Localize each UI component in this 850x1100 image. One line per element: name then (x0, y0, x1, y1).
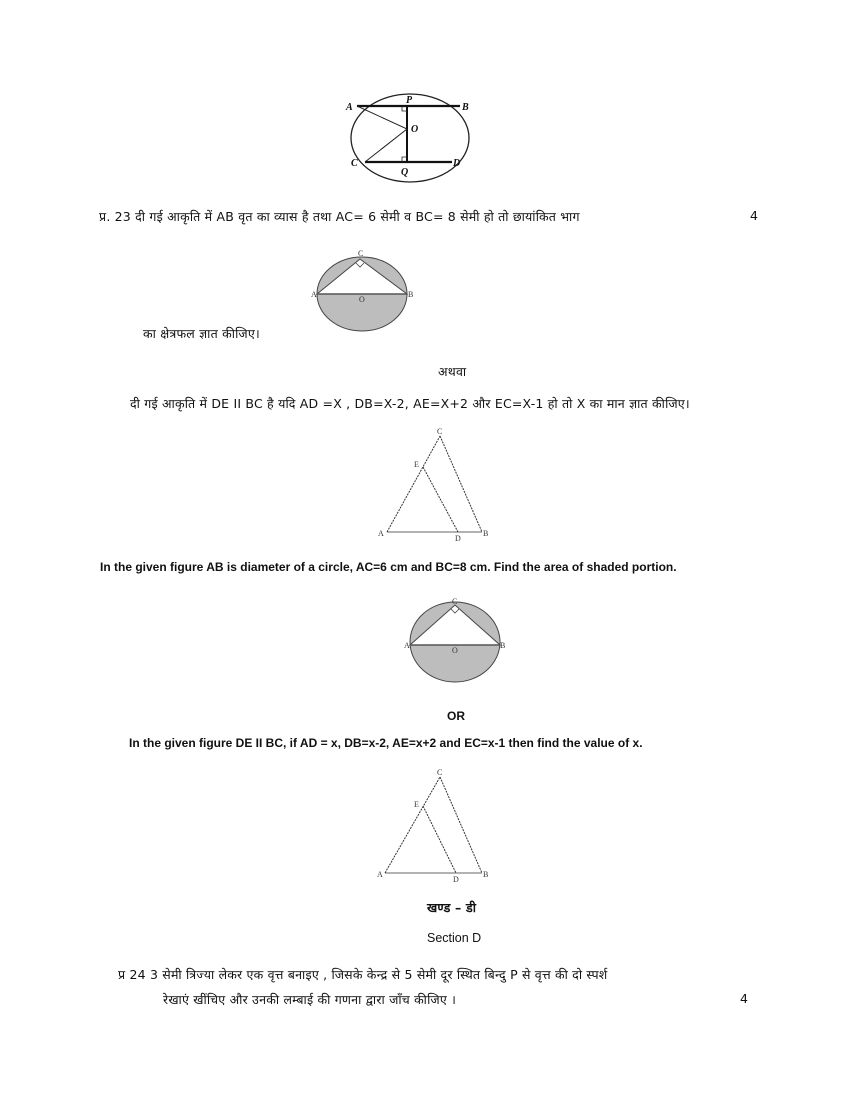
label-C: C (437, 768, 443, 777)
label-C: C (452, 597, 458, 606)
section-title-hindi: खण्ड – डी (427, 900, 477, 915)
label-B: B (462, 102, 469, 113)
triangle-figure-english (377, 768, 488, 884)
q23-english-or: OR (447, 709, 465, 723)
label-O: O (452, 646, 458, 655)
section-title-english: Section D (427, 931, 482, 945)
q23-hindi-alternative: दी गई आकृति में DE II BC है यदि AD =X , DB=X-2, AE=X+2 और EC=X-1 हो तो X का मान ज्ञात कीजिए। (130, 396, 690, 411)
label-P: P (406, 95, 413, 106)
label-C: C (351, 158, 358, 169)
label-A: A (311, 290, 317, 299)
label-B: B (500, 641, 506, 650)
label-D: D (455, 534, 461, 543)
chords-circle-figure (345, 94, 469, 182)
shaded-circle-figure-hindi (311, 249, 413, 331)
label-A: A (346, 102, 353, 113)
label-A: A (378, 529, 384, 538)
label-A: A (377, 870, 383, 879)
label-B: B (408, 290, 414, 299)
label-D: D (453, 875, 459, 884)
label-O: O (359, 295, 365, 304)
label-B: B (483, 529, 489, 538)
q24-marks: 4 (740, 991, 749, 1006)
q24-line2: रेखाएं खींचिए और उनकी लम्बाई की गणना द्वारा जाँच कीजिए । (163, 992, 457, 1007)
q23-english-alternative: In the given figure DE II BC, if AD = x, DB=x-2, AE=x+2 and EC=x-1 then find the value of x. (129, 736, 643, 750)
label-D: D (453, 158, 461, 169)
q24-line1: प्र 24 3 सेमी त्रिज्या लेकर एक वृत्त बनाइए , जिसके केन्द्र से 5 सेमी दूर स्थित बिन्दु P से वृत्त की दो स्पर्श (118, 967, 608, 982)
label-C: C (437, 427, 443, 436)
label-E: E (414, 800, 419, 809)
label-B: B (483, 870, 489, 879)
shaded-circle-figure-english (404, 597, 505, 682)
q23-hindi-line2: का क्षेत्रफल ज्ञात कीजिए। (143, 326, 260, 341)
q23-english-line1: In the given figure AB is diameter of a circle, AC=6 cm and BC=8 cm. Find the area of shaded portion. (100, 560, 677, 574)
triangle-figure-hindi (378, 427, 488, 543)
q23-hindi-or: अथवा (438, 364, 467, 379)
label-Q: Q (401, 167, 409, 178)
label-E: E (414, 460, 419, 469)
label-O: O (411, 124, 419, 135)
q23-hindi-line1: प्र. 23 दी गई आकृति में AB वृत का व्यास है तथा AC= 6 सेमी व BC= 8 सेमी हो तो छायांकित भाग (99, 209, 580, 224)
label-A: A (404, 641, 410, 650)
label-C: C (358, 249, 364, 258)
q23-marks: 4 (750, 208, 759, 223)
